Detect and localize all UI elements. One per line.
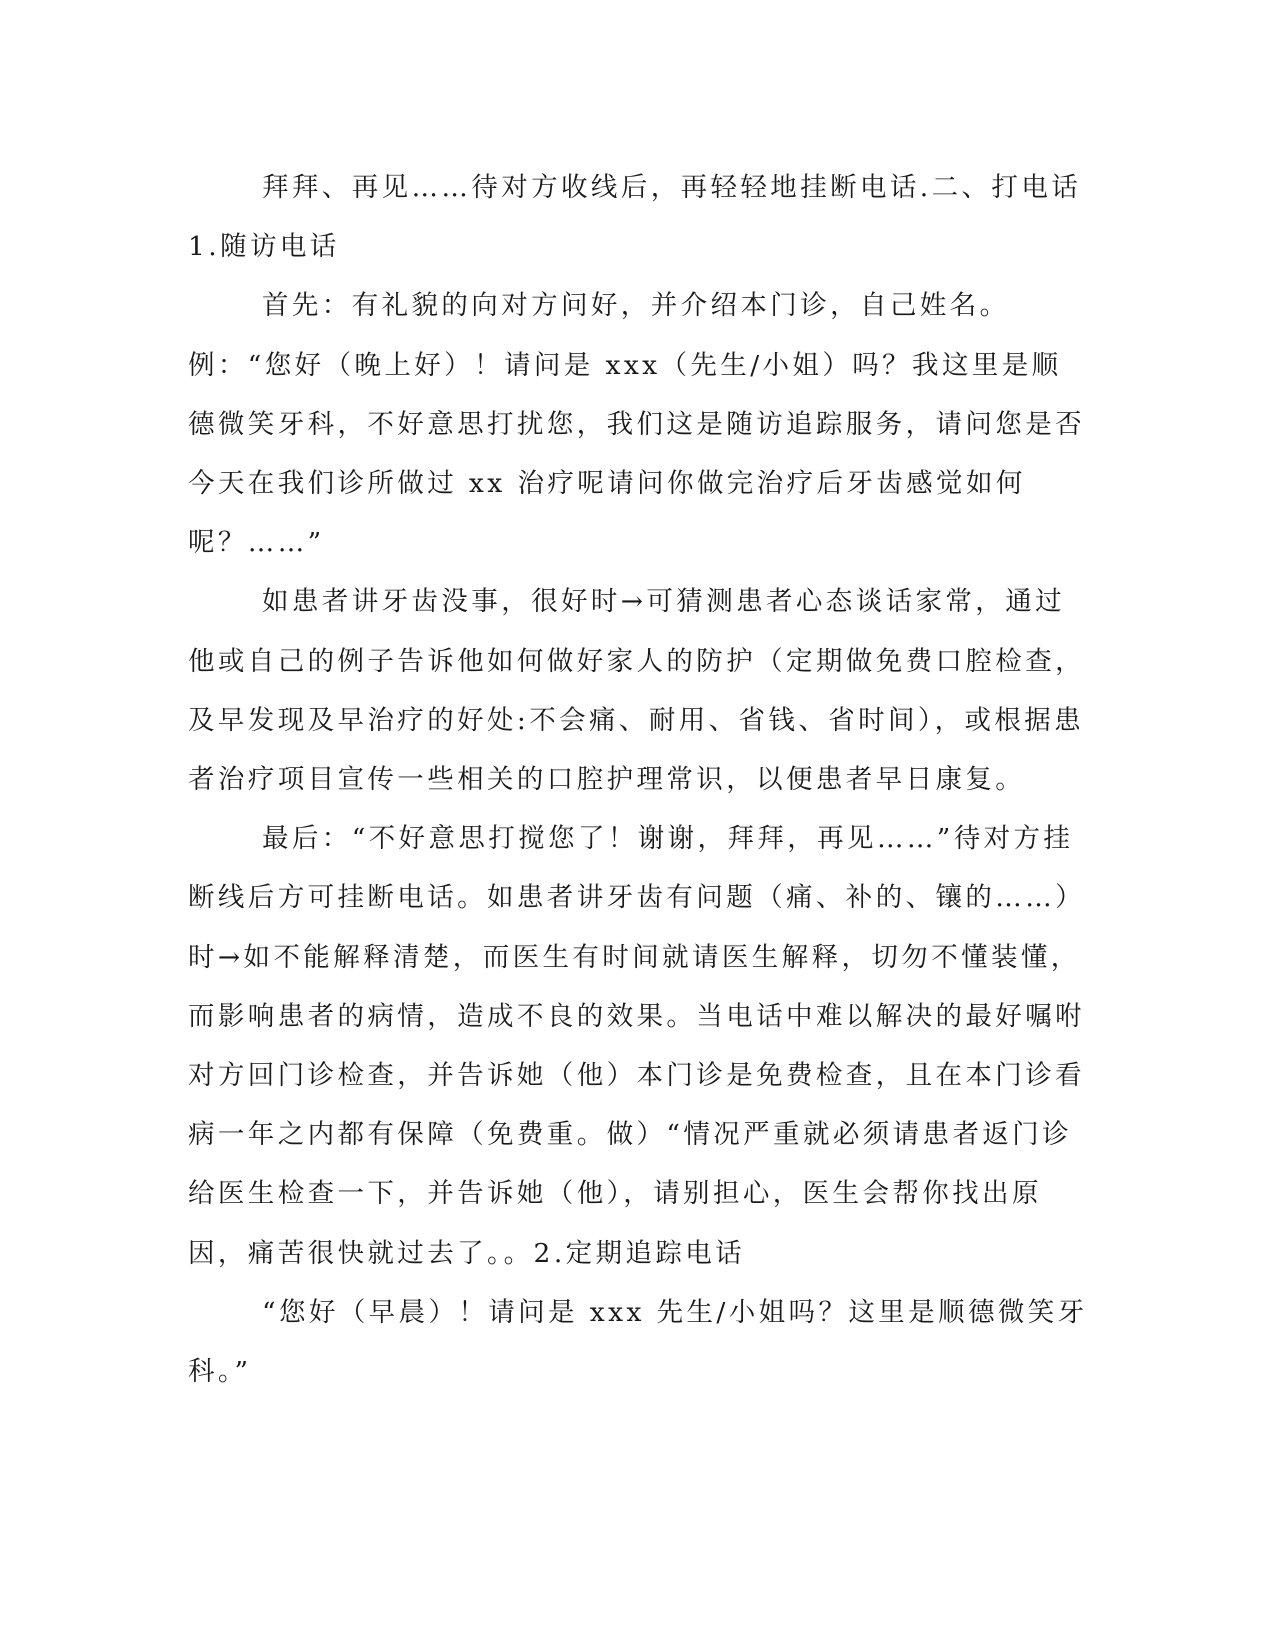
text-line: 您好（晚上好）！请问是 xxx（先生/小姐）吗？我这里是顺德微笑牙 [188, 349, 1062, 440]
text-line: 首先：有礼貌的向对方问好，并介绍本门诊，自己姓名。例：“ [188, 290, 1010, 381]
text-line: 们诊所做过 xx 治疗呢请问你做完治疗后牙齿感觉如何呢？……” [188, 468, 1026, 559]
text-line: 治疗项目宣传一些相关的口腔护理常识，以便患者早日康复。 [217, 764, 1026, 796]
text-line: 一年之内都有保障（免费重。做）“情况严重就必须请患者返门诊给医 [188, 1119, 1073, 1210]
paragraph-p4 [188, 809, 1088, 1283]
paragraph-p1 [188, 158, 1088, 276]
text-line: 拜拜、再见……待对方收线后，再轻轻地挂断电话.二、打电话 1. [188, 172, 1082, 263]
text-line: 影响患者的病情，造成不良的效果。当电话中难以解决的最好嘱咐对 [188, 1000, 1086, 1092]
paragraph-p5 [188, 1283, 1088, 1401]
text-line: 最后：“不好意思打搅您了！谢谢，拜拜，再见……”待对方挂断 [188, 823, 1074, 914]
text-line: 生检查一下，并告诉她（他），请别担心，医生会帮你找出原因，痛 [188, 1178, 1042, 1269]
text-line: 科，不好意思打扰您，我们这是随访追踪服务，请问您是否今天在我 [188, 408, 1086, 500]
paragraph-p3 [188, 572, 1088, 809]
text-line: 或自己的例子告诉他如何做好家人的防护（定期做免费口腔检查，及 [188, 645, 1086, 736]
text-line: 线后方可挂断电话。如患者讲牙齿有问题（痛、补的、镶的……）时 [188, 882, 1086, 973]
paragraph-p2 [188, 276, 1088, 572]
text-line: 苦很快就过去了。。2.定期追踪电话 [277, 1237, 746, 1269]
text-line: 方回门诊检查，并告诉她（他）本门诊是免费检查，且在本门诊看病 [188, 1060, 1086, 1151]
text-line: 随访电话 [220, 231, 340, 263]
text-line: →如不能解释清楚，而医生有时间就请医生解释，切勿不懂装懂，而 [188, 941, 1081, 1032]
text-line: “您好（早晨）！请问是 xxx 先生/小姐吗？这里是顺德微笑牙科 [188, 1296, 1088, 1388]
text-line: 。” [217, 1356, 252, 1388]
document-body [188, 158, 1088, 1401]
text-line: 如患者讲牙齿没事，很好时→可猜测患者心态谈话家常，通过他 [188, 586, 1066, 677]
text-line: 早发现及早治疗的好处:不会痛、耐用、省钱、省时间），或根据患者 [188, 704, 1085, 796]
